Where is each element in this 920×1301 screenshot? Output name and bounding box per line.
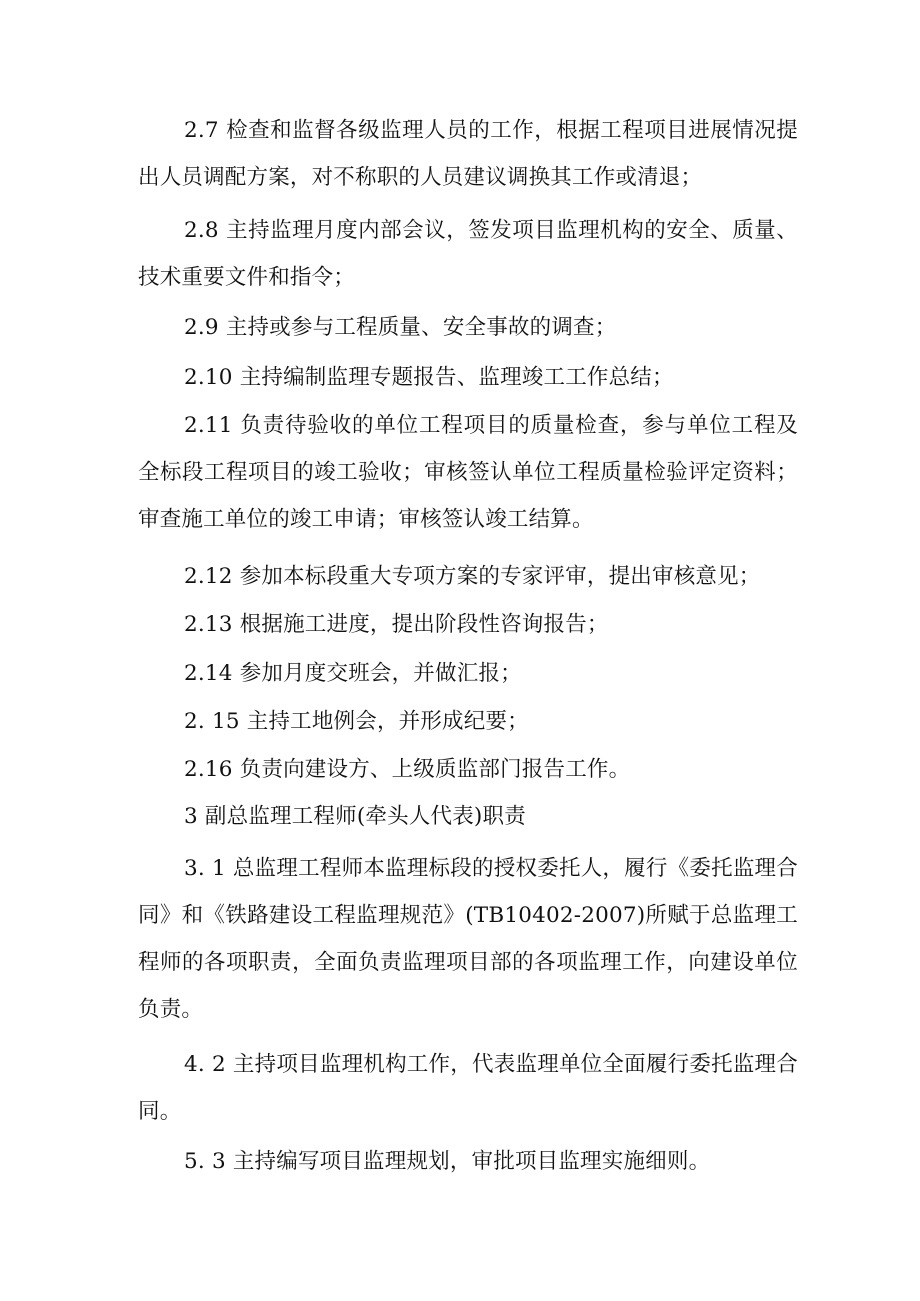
paragraph-5-3: 5. 3 主持编写项目监理规划，审批项目监理实施细则。	[184, 1149, 711, 1174]
paragraph-4-2: 4. 2 主持项目监理机构工作，代表监理单位全面履行委托监理合同。	[138, 1052, 798, 1124]
paragraph-2-9: 2.9 主持或参与工程质量、安全事故的调查；	[184, 315, 617, 340]
paragraph-2-10: 2.10 主持编制监理专题报告、监理竣工工作总结；	[184, 365, 674, 390]
paragraph-2-14: 2.14 参加月度交班会，并做汇报；	[184, 661, 522, 686]
paragraph-2-15: 2. 15 主持工地例会，并形成纪要；	[184, 709, 529, 734]
paragraph-3-1: 3. 1 总监理工程师本监理标段的授权委托人，履行《委托监理合同》和《铁路建设工程监理规范》(TB10402-2007)所赋于总监理工程师的各项职责，全面负责监理项目部的各项监理工作，向建设单位负责。	[138, 856, 798, 1022]
paragraph-2-13: 2.13 根据施工进度，提出阶段性咨询报告；	[184, 612, 609, 637]
paragraph-2-8: 2.8 主持监理月度内部会议，签发项目监理机构的安全、质量、技术重要文件和指令；	[138, 218, 798, 290]
paragraph-2-16: 2.16 负责向建设方、上级质监部门报告工作。	[184, 757, 631, 782]
section-3-heading: 3 副总监理工程师(牵头人代表)职责	[184, 804, 526, 829]
paragraph-2-12: 2.12 参加本标段重大专项方案的专家评审，提出审核意见；	[184, 564, 761, 589]
paragraph-2-7: 2.7 检查和监督各级监理人员的工作，根据工程项目进展情况提出人员调配方案，对不称职的人员建议调换其工作或清退；	[138, 118, 798, 190]
paragraph-2-11: 2.11 负责待验收的单位工程项目的质量检查，参与单位工程及全标段工程项目的竣工验收；审核签认单位工程质量检验评定资料；审查施工单位的竣工申请；审核签认竣工结算。	[138, 413, 798, 532]
